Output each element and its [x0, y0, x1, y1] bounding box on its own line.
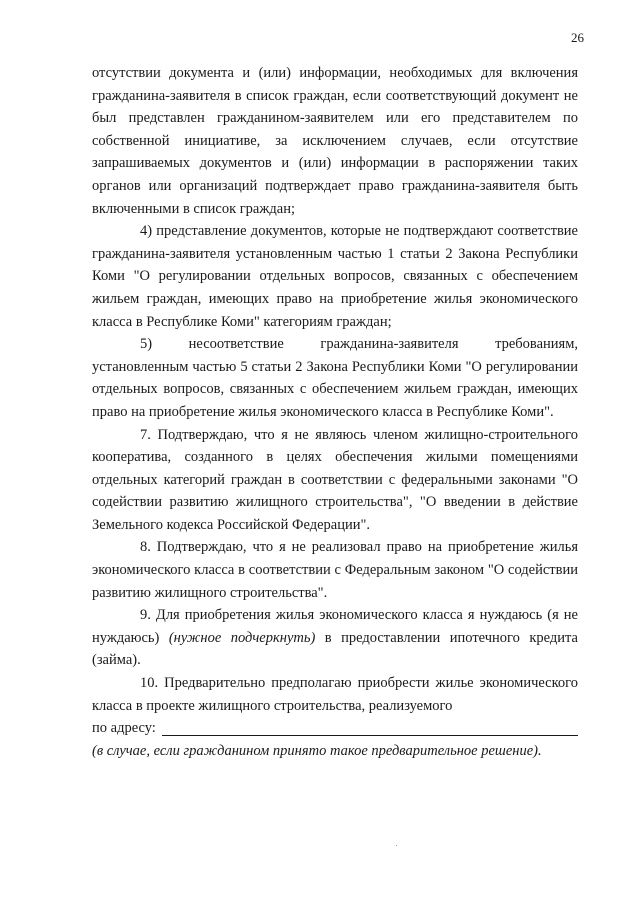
paragraph-item-9-start: 9. Для приобретения жилья экономического класса я нуждаюсь (я не нуждаюсь) [92, 607, 578, 646]
address-blank-field[interactable] [162, 720, 578, 736]
paragraph-item-5: 5) несоответствие гражданина-заявителя требованиям, установленным частью 5 статьи 2 Закона Республики Коми "О регулировании отдельных вопросов, связанных с обеспечением жильем граждан, имеющих право на приобретение жилья экономического класса в Республике Коми". [92, 336, 578, 420]
paragraph-item-9-end: в предоставлении ипотечного кредита (займа). [92, 629, 578, 669]
paragraph-continuation: отсутствии документа и (или) информации, необходимых для включения гражданина-заявителя в список граждан, если соответствующий документ не был представлен гражданином-заявителем или его представителем по собственной инициативе, за исключением случаев, если отсутствие запрашиваемых документов и (или) информации в распоряжении таких органов или организаций подтверждает право гражданина-заявителя быть включенными в список граждан; [92, 65, 578, 217]
address-note: (в случае, если гражданином принято такое предварительное решение). [92, 742, 542, 759]
address-line [92, 717, 578, 740]
paragraph-item-8: 8. Подтверждаю, что я не реализовал право на приобретение жилья экономического класса в соответствии с Федеральным законом "О содействии развитию жилищного строительства". [92, 539, 578, 601]
paragraph-item-10: 10. Предварительно предполагаю приобрести жилье экономического класса в проекте жилищного строительства, реализуемого [92, 675, 578, 714]
paragraph-item-7: 7. Подтверждаю, что я не являюсь членом жилищно-строительного кооператива, созданного в целях обеспечения жилыми помещениями отдельных категорий граждан в соответствии с федеральными законами "О содействии развитию жилищного строительства", "О введении в действие Земельного кодекса Российской Федерации". [92, 426, 578, 533]
page-number: 26 [571, 30, 584, 45]
paragraph-item-9 [92, 604, 578, 672]
paragraph-item-9-hint: (нужное подчеркнуть) [168, 629, 316, 646]
scan-speck [396, 845, 397, 846]
address-label: по адресу: [92, 720, 156, 737]
paragraph-item-4: 4) представление документов, которые не подтверждают соответствие гражданина-заявителя установленным частью 1 статьи 2 Закона Республики Коми "О регулировании отдельных вопросов, связанных с обеспечением жильем граждан, имеющих право на приобретение жилья экономического класса в Республике Коми" категориям граждан; [92, 223, 578, 330]
document-body [92, 62, 578, 762]
